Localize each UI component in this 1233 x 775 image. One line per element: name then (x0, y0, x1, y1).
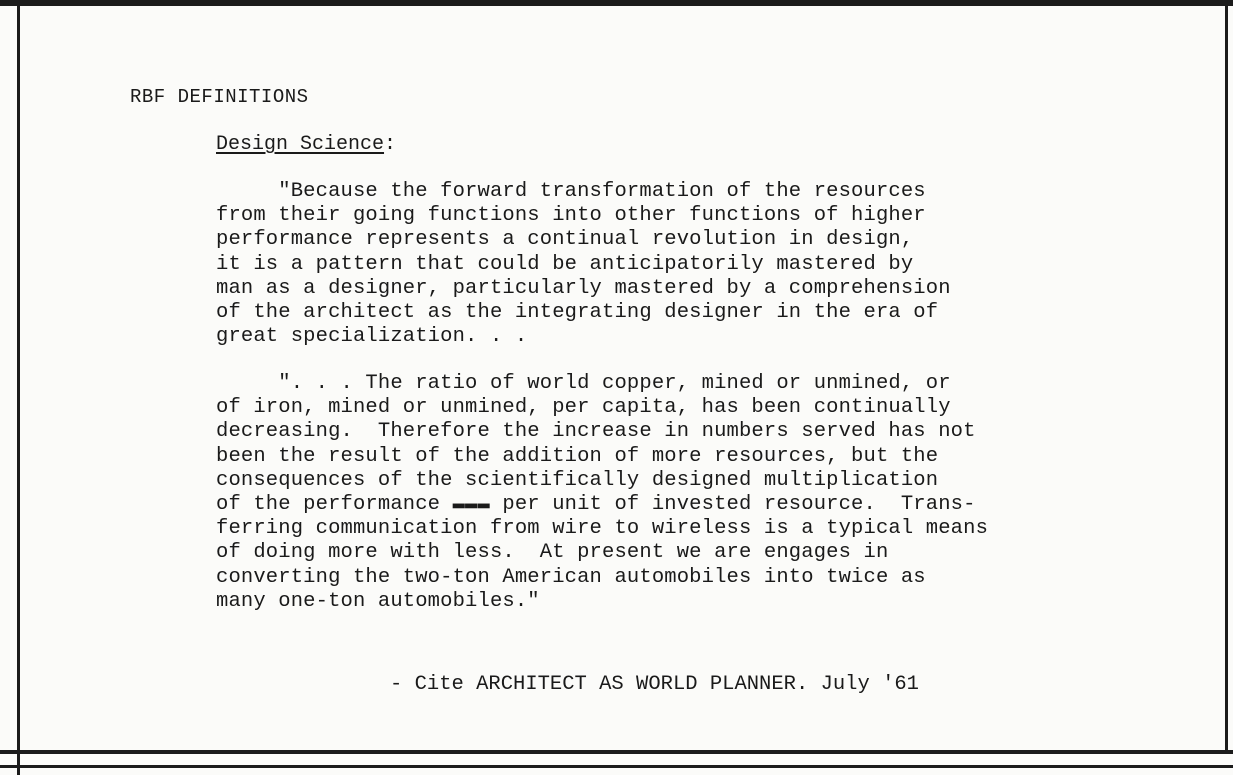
page-border-left (17, 0, 20, 775)
text-line: been the result of the addition of more resources, but the (216, 444, 939, 468)
text-line: of the performance ▬▬▬ per unit of invested resource. Trans- (216, 493, 976, 517)
text-line: of the architect as the integrating designer in the era of (216, 301, 939, 325)
page-border-bottom (0, 750, 1233, 754)
text-line: "Because the forward transformation of the resources (216, 180, 926, 203)
text-line: of iron, mined or unmined, per capita, has been continually (216, 396, 951, 420)
page-border-bottom-outer (0, 765, 1233, 768)
text-line: consequences of the scientifically designed multiplication (216, 468, 939, 492)
text-line: many one-ton automobiles." (216, 589, 540, 613)
text-line: performance represents a continual revolution in design, (216, 228, 914, 252)
text-line: ". . . The ratio of world copper, mined or unmined, or (216, 372, 951, 395)
text-line: of doing more with less. At present we are engages in (216, 541, 889, 565)
quote-paragraph-1 (216, 180, 951, 349)
text-line: converting the two-ton American automobiles into twice as (216, 565, 926, 589)
text-line: great specialization. . . (216, 325, 528, 349)
section-title-text: Design Science (216, 133, 385, 156)
page-border-top (0, 0, 1233, 6)
page-border-right (1225, 0, 1228, 752)
quote-paragraph-2 (216, 372, 988, 614)
text-line: ferring communication from wire to wireless is a typical means (216, 517, 989, 541)
citation: - Cite ARCHITECT AS WORLD PLANNER. July '61 (390, 673, 919, 696)
section-title (216, 133, 396, 156)
document-heading: RBF DEFINITIONS (130, 86, 309, 108)
text-line: it is a pattern that could be anticipatorily mastered by (216, 252, 914, 276)
text-line: from their going functions into other functions of higher (216, 204, 926, 228)
text-line: man as a designer, particularly mastered by a comprehension (216, 276, 951, 300)
section-title-colon: : (384, 133, 397, 156)
text-line: decreasing. Therefore the increase in numbers served has not (216, 420, 976, 444)
